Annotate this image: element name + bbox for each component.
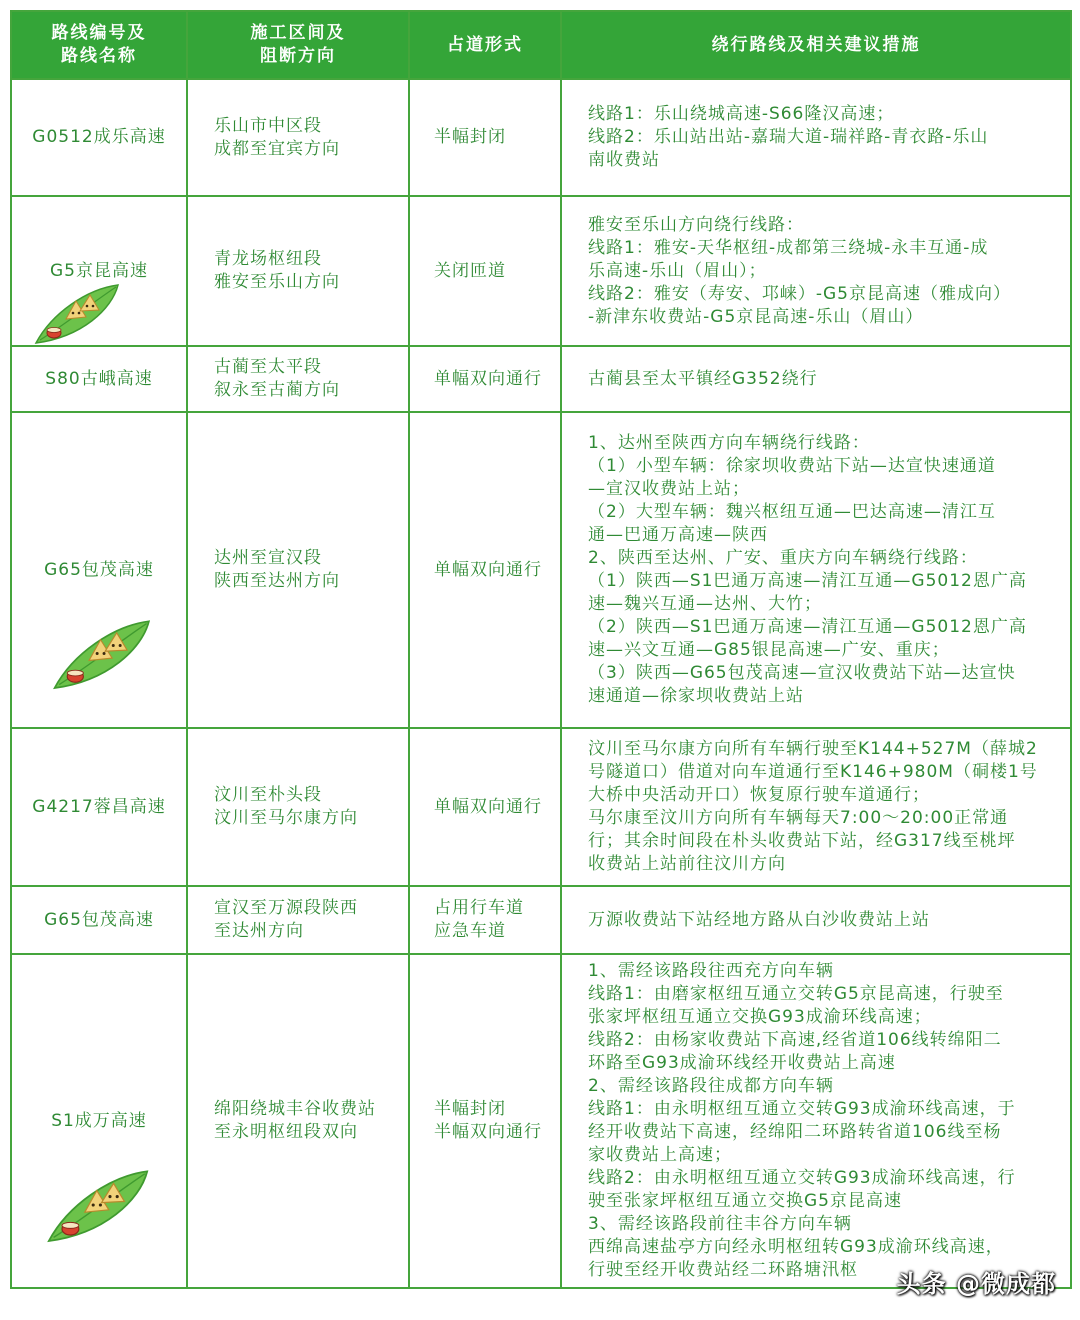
table-row xyxy=(11,412,1071,728)
route-name: G0512成乐高速 xyxy=(32,127,166,147)
closure-table xyxy=(10,10,1072,1289)
header-section xyxy=(187,11,409,79)
detour-line: 雅安至乐山方向绕行线路： xyxy=(588,214,804,235)
section-line: 汶川至马尔康方向 xyxy=(214,808,358,828)
detour-line: 汶川至马尔康方向所有车辆行驶至K144+527M（薛城2 xyxy=(588,739,1038,759)
detour-line: 家收费站上高速； xyxy=(588,1145,732,1165)
detour-line: 1、需经该路段往西充方向车辆 xyxy=(588,961,834,981)
detour-line: 南收费站 xyxy=(588,150,660,170)
table-row xyxy=(11,79,1071,196)
detour-cell xyxy=(561,346,1071,412)
detour-line: （1）陕西—S1巴通万高速—清江互通—G5012恩广高 xyxy=(588,571,1027,591)
detour-cell xyxy=(561,728,1071,886)
detour-cell xyxy=(561,954,1071,1288)
header-route-line1: 路线编号及 xyxy=(51,23,147,43)
detour-line: 马尔康至汶川方向所有车辆每天7:00～20:00正常通 xyxy=(588,808,1009,828)
detour-line: 行驶至经开收费站经二环路塘汛枢 xyxy=(588,1260,858,1280)
occupancy-cell xyxy=(409,346,561,412)
dumpling-leaf-illustration xyxy=(32,283,122,354)
route-name: S80古峨高速 xyxy=(45,368,153,389)
detour-line: 线路1：由磨家枢纽互通立交转G5京昆高速，行驶至 xyxy=(588,984,1004,1004)
header-route xyxy=(11,11,187,79)
section-line: 达州至宣汉段 xyxy=(214,548,322,568)
section-line: 雅安至乐山方向 xyxy=(214,272,340,292)
detour-line: 行；其余时间段在朴头收费站下站，经G317线至桃坪 xyxy=(588,831,1016,851)
occupancy-line: 单幅双向通行 xyxy=(434,559,542,580)
detour-cell xyxy=(561,412,1071,728)
detour-cell xyxy=(561,196,1071,346)
table-row xyxy=(11,954,1071,1288)
section-line: 汶川至朴头段 xyxy=(214,785,322,805)
detour-line: （2）大型车辆：魏兴枢纽互通—巴达高速—清江互 xyxy=(588,502,996,522)
header-detour xyxy=(561,11,1071,79)
detour-line: 速通道—徐家坝收费站上站 xyxy=(588,686,804,706)
detour-line: 1、达州至陕西方向车辆绕行线路： xyxy=(588,433,870,453)
detour-line: （2）陕西—S1巴通万高速—清江互通—G5012恩广高 xyxy=(588,617,1027,637)
header-occupancy xyxy=(409,11,561,79)
detour-line: 2、陕西至达州、广安、重庆方向车辆绕行线路： xyxy=(588,548,978,568)
detour-line: 线路1：乐山绕城高速-S66隆汉高速； xyxy=(588,104,895,124)
section-cell xyxy=(187,728,409,886)
detour-cell xyxy=(561,79,1071,196)
header-section-line2: 阻断方向 xyxy=(260,46,336,66)
header-occupancy-line: 占道形式 xyxy=(447,34,523,55)
occupancy-line: 单幅双向通行 xyxy=(434,368,542,389)
section-cell xyxy=(187,79,409,196)
detour-line: 收费站上站前往汶川方向 xyxy=(588,854,786,874)
table-row xyxy=(11,886,1071,954)
detour-line: 速—魏兴互通—达州、大竹； xyxy=(588,594,822,614)
detour-line: （3）陕西—G65包茂高速—宣汉收费站下站—达宣快 xyxy=(588,663,1016,683)
section-line: 绵阳绕城丰谷收费站 xyxy=(214,1099,376,1119)
route-name: G5京昆高速 xyxy=(50,260,148,281)
occupancy-line: 占用行车道 xyxy=(434,898,524,918)
route-cell xyxy=(11,196,187,346)
section-cell xyxy=(187,196,409,346)
section-line: 叙永至古蔺方向 xyxy=(214,380,340,400)
occupancy-cell xyxy=(409,728,561,886)
route-name: S1成万高速 xyxy=(51,1110,147,1131)
detour-line: 经开收费站下高速，经绵阳二环路转省道106线至杨 xyxy=(588,1122,1002,1142)
occupancy-line: 半幅封闭 xyxy=(434,1099,506,1119)
detour-line: 驶至张家坪枢纽互通立交换G5京昆高速 xyxy=(588,1191,902,1211)
table-header-row xyxy=(11,11,1071,79)
section-line: 古蔺至太平段 xyxy=(214,357,322,377)
route-cell xyxy=(11,886,187,954)
route-name: G65包茂高速 xyxy=(44,909,154,930)
route-cell xyxy=(11,79,187,196)
watermark: 头条 @微成都 xyxy=(896,1270,1056,1298)
section-cell xyxy=(187,412,409,728)
table-row xyxy=(11,196,1071,346)
section-line: 至达州方向 xyxy=(214,921,304,941)
detour-line: 速—兴文互通—G85银昆高速—广安、重庆； xyxy=(588,640,950,660)
section-cell xyxy=(187,346,409,412)
route-cell xyxy=(11,728,187,886)
detour-cell xyxy=(561,886,1071,954)
occupancy-cell xyxy=(409,79,561,196)
occupancy-line: 半幅双向通行 xyxy=(434,1122,542,1142)
section-line: 青龙场枢纽段 xyxy=(214,249,322,269)
header-detour-line: 绕行路线及相关建议措施 xyxy=(711,34,921,55)
occupancy-cell xyxy=(409,196,561,346)
detour-line: 古蔺县至太平镇经G352绕行 xyxy=(588,368,818,389)
route-cell xyxy=(11,412,187,728)
occupancy-cell xyxy=(409,954,561,1288)
detour-line: 乐高速-乐山（眉山）； xyxy=(588,260,767,281)
detour-line: 通—巴通万高速—陕西 xyxy=(588,525,768,545)
detour-line: 万源收费站下站经地方路从白沙收费站上站 xyxy=(588,909,930,930)
route-name: G4217蓉昌高速 xyxy=(32,796,166,817)
occupancy-cell xyxy=(409,886,561,954)
section-line: 至永明枢纽段双向 xyxy=(214,1122,358,1142)
detour-line: 西绵高速盐亭方向经永明枢纽转G93成渝环线高速， xyxy=(588,1237,1004,1257)
occupancy-line: 单幅双向通行 xyxy=(434,796,542,817)
section-line: 陕西至达州方向 xyxy=(214,571,340,591)
occupancy-line: 应急车道 xyxy=(434,921,506,941)
detour-line: 2、需经该路段往成都方向车辆 xyxy=(588,1076,834,1096)
section-cell xyxy=(187,886,409,954)
detour-line: 号隧道口）借道对向车道通行至K146+980M（硐楼1号 xyxy=(588,762,1038,782)
table-row xyxy=(11,346,1071,412)
detour-line: 线路2：乐山站出站-嘉瑞大道-瑞祥路-青衣路-乐山 xyxy=(588,127,989,147)
detour-line: 线路1：由永明枢纽互通立交转G93成渝环线高速，于 xyxy=(588,1099,1016,1119)
detour-line: （1）小型车辆：徐家坝收费站下站—达宣快速通道 xyxy=(588,456,996,476)
detour-line: 3、需经该路段前往丰谷方向车辆 xyxy=(588,1214,852,1234)
detour-line: 线路2：雅安（寿安、邛崃）-G5京昆高速（雅成向） xyxy=(588,283,1011,304)
section-cell xyxy=(187,954,409,1288)
occupancy-line: 半幅封闭 xyxy=(434,127,506,147)
detour-line: —宣汉收费站上站； xyxy=(588,479,750,499)
detour-line: 线路2：由杨家收费站下高速,经省道106线转绵阳二 xyxy=(588,1030,1002,1050)
route-name: G65包茂高速 xyxy=(44,559,154,580)
occupancy-cell xyxy=(409,412,561,728)
occupancy-line: 关闭匝道 xyxy=(434,260,506,281)
section-line: 乐山市中区段 xyxy=(214,115,322,136)
detour-line: 环路至G93成渝环线经开收费站上高速 xyxy=(588,1053,896,1073)
detour-line: 大桥中央活动开口）恢复原行驶车道通行； xyxy=(588,785,930,805)
route-cell xyxy=(11,346,187,412)
header-route-line2: 路线名称 xyxy=(61,46,137,66)
detour-line: 线路1：雅安-天华枢纽-成都第三绕城-永丰互通-成 xyxy=(588,237,989,258)
section-line: 成都至宜宾方向 xyxy=(214,138,340,159)
section-line: 宣汉至万源段陕西 xyxy=(214,898,358,918)
detour-line: -新津东收费站-G5京昆高速-乐山（眉山） xyxy=(588,306,924,327)
table-row xyxy=(11,728,1071,886)
dumpling-leaf-illustration xyxy=(50,619,154,700)
header-section-line1: 施工区间及 xyxy=(250,23,346,43)
route-cell xyxy=(11,954,187,1288)
dumpling-leaf-illustration xyxy=(44,1169,152,1253)
detour-line: 张家坪枢纽互通立交换G93成渝环线高速； xyxy=(588,1007,932,1027)
detour-line: 线路2：由永明枢纽互通立交转G93成渝环线高速，行 xyxy=(588,1168,1016,1188)
